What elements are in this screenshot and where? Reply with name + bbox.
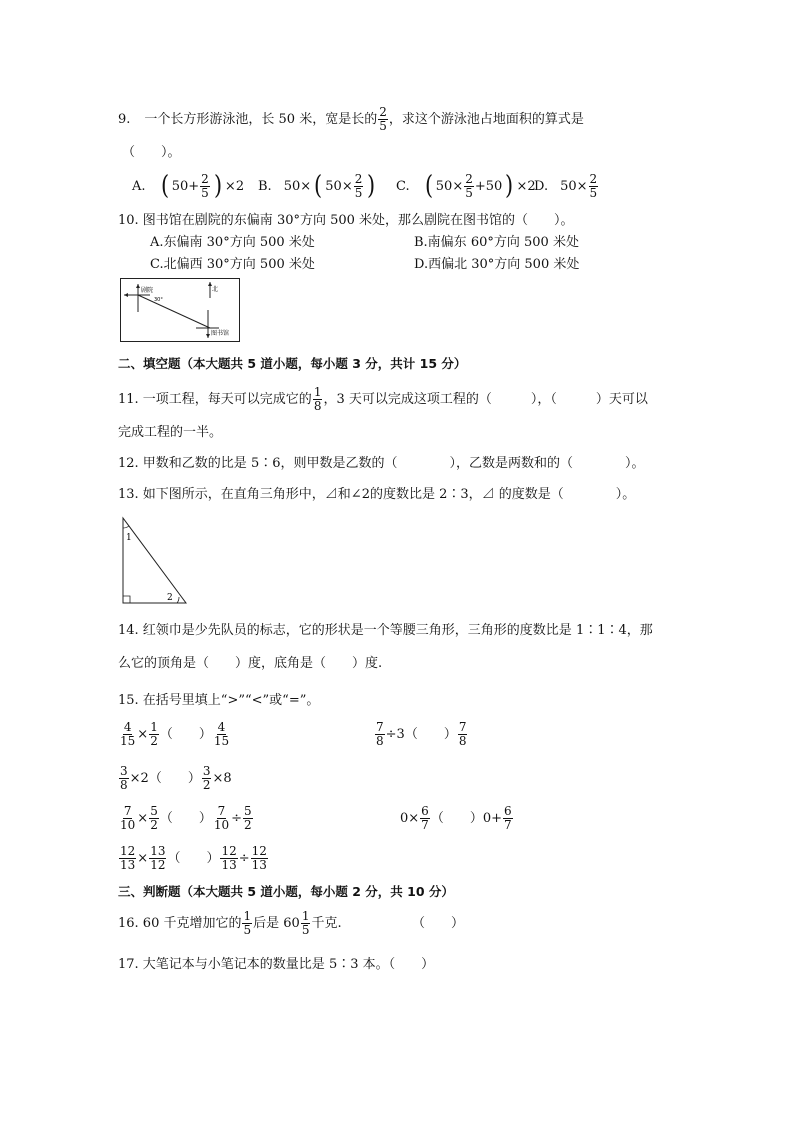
q11-stem: 11. 一项工程，每天可以完成它的 $\frac{1}{8}$ ，3 天可以完成这项工程的（ ），（ ）天可以 bbox=[118, 385, 648, 413]
q9-option-d: D. 50× $\frac{2}{5}$ bbox=[534, 172, 598, 200]
q17-stem: 17. 大笔记本与小笔记本的数量比是 5∶3 本。（ ） bbox=[118, 957, 435, 972]
q15-blank-1[interactable]: （ ） bbox=[159, 726, 212, 742]
q11-stem-continued: 完成工程的一半。 bbox=[118, 425, 223, 440]
q10-map-angle-label: 30° bbox=[154, 297, 163, 303]
q10-map-theater-label: 剧院 bbox=[141, 287, 154, 294]
q9-number: 9. bbox=[118, 111, 131, 127]
q10-direction-map bbox=[120, 278, 240, 342]
q14-stem: 14. 红领巾是少先队员的标志，它的形状是一个等腰三角形，三角形的度数比是 1∶1∶4，那 bbox=[118, 623, 653, 638]
q10-map-north-label: 北 bbox=[212, 286, 219, 293]
q11-fraction: $\frac{1}{8}$ bbox=[313, 385, 322, 413]
q10-option-a: A.东偏南 30°方向 500 米处 bbox=[150, 235, 315, 250]
q9-blank: （ ）。 bbox=[122, 145, 181, 160]
q15-blank-3[interactable]: （ ） bbox=[148, 770, 201, 786]
q15-expr-6: $\frac{12}{13}$ × $\frac{13}{12}$ （ ） $\frac{12}{13}$ ÷ $\frac{12}{13}$ bbox=[120, 844, 267, 872]
q9-option-c: C. ( 50× $\frac{2}{5}$ +50 ) ×2 bbox=[396, 171, 536, 202]
q13-right-triangle bbox=[116, 514, 196, 606]
q13-stem: 13. 如下图所示，在直角三角形中，⊿和∠2的度数比是 2∶3，⊿ 的度数是（ ）。 bbox=[118, 487, 636, 502]
q13-angle-1-label: 1 bbox=[126, 533, 132, 543]
q9-text-a: 一个长方形游泳池，长 50 米，宽是长的 bbox=[144, 111, 378, 127]
q9-text-b: ，求这个游泳池占地面积的算式是 bbox=[388, 111, 584, 127]
q9-option-b: B. 50× ( 50× $\frac{2}{5}$ ) bbox=[258, 171, 376, 202]
q15-blank-6[interactable]: （ ） bbox=[167, 850, 220, 866]
q16-answer-paren[interactable]: （ ） bbox=[412, 916, 465, 931]
q15-stem: 15. 在括号里填上“>”“<”或“=”。 bbox=[118, 693, 320, 708]
q10-option-c: C.北偏西 30°方向 500 米处 bbox=[150, 257, 315, 272]
q15-blank-2[interactable]: （ ） bbox=[404, 726, 457, 742]
q10-map-library-label: 图书馆 bbox=[211, 330, 230, 337]
q15-expr-3: $\frac{3}{8}$ ×2 （ ） $\frac{3}{2}$ ×8 bbox=[120, 764, 232, 792]
q10-stem: 10. 图书馆在剧院的东偏南 30°方向 500 米处，那么剧院在图书馆的（ ）。 bbox=[118, 213, 574, 228]
q14-stem-continued: 么它的顶角是（ ）度，底角是（ ）度. bbox=[118, 656, 383, 671]
q15-expr-5: 0× $\frac{6}{7}$ （ ） 0+ $\frac{6}{7}$ bbox=[400, 804, 512, 832]
q10-option-b: B.南偏东 60°方向 500 米处 bbox=[414, 235, 579, 250]
q9-fraction: $\frac{2}{5}$ bbox=[379, 105, 387, 133]
q12-stem: 12. 甲数和乙数的比是 5∶6，则甲数是乙数的（ ），乙数是两数和的（ ）。 bbox=[118, 456, 645, 471]
section-2-title: 二、填空题（本大题共 5 道小题，每小题 3 分，共计 15 分） bbox=[118, 356, 467, 371]
q13-angle-2-label: 2 bbox=[167, 593, 173, 603]
q9-stem bbox=[118, 106, 584, 132]
q15-expr-2: $\frac{7}{8}$ ÷3 （ ） $\frac{7}{8}$ bbox=[376, 720, 467, 748]
q15-blank-5[interactable]: （ ） bbox=[430, 810, 483, 826]
q9-option-a: A. ( 50+ $\frac{2}{5}$ ) ×2 bbox=[132, 171, 245, 202]
q10-option-d: D.西偏北 30°方向 500 米处 bbox=[414, 257, 580, 272]
q15-expr-1: $\frac{4}{15}$ × $\frac{1}{2}$ （ ） $\frac{4}{15}$ bbox=[120, 720, 230, 748]
q16-stem: 16. 60 千克增加它的 $\frac{1}{5}$ 后是 60 $\frac{1}{5}$ 千克. bbox=[118, 909, 342, 937]
section-3-title: 三、判断题（本大题共 5 道小题，每小题 2 分，共 10 分） bbox=[118, 884, 454, 899]
q15-blank-4[interactable]: （ ） bbox=[159, 810, 212, 826]
q15-expr-4: $\frac{7}{10}$ × $\frac{5}{2}$ （ ） $\frac{7}{10}$ ÷ $\frac{5}{2}$ bbox=[120, 804, 252, 832]
